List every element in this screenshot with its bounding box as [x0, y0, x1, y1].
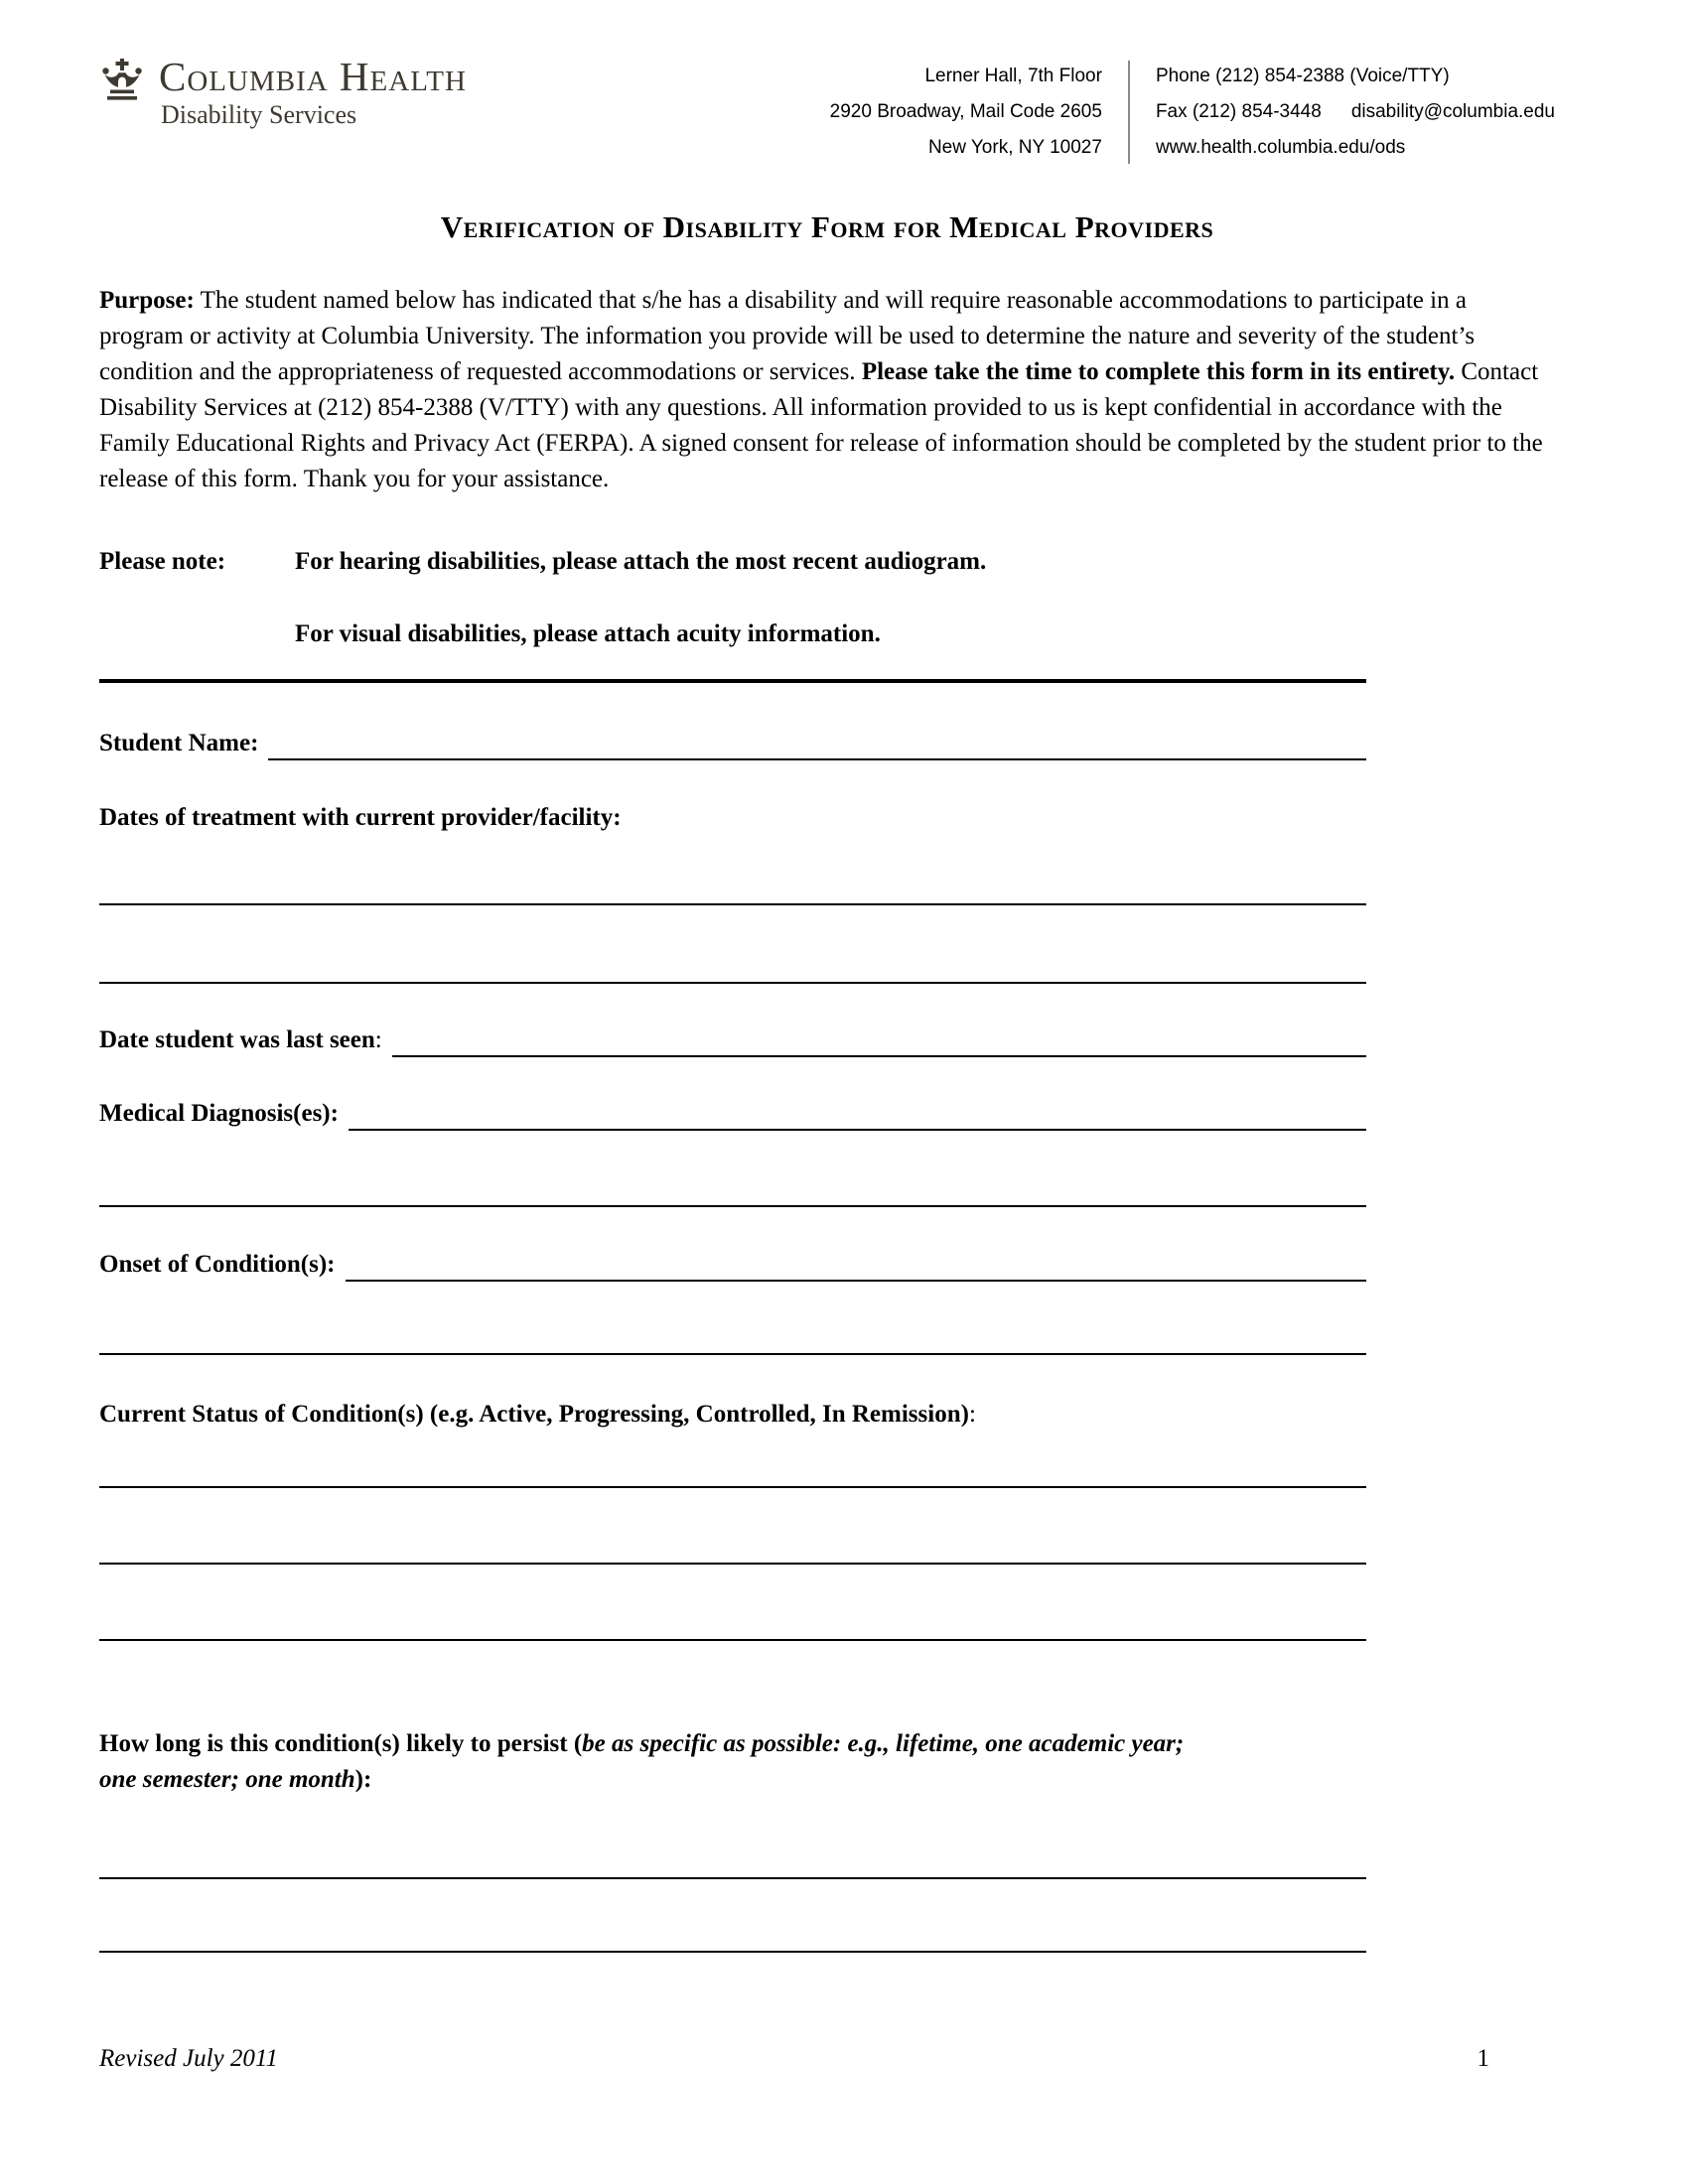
current-status-write-line-2[interactable] [99, 1563, 1366, 1565]
page-footer [99, 2045, 1555, 2073]
student-name-write-line[interactable] [268, 752, 1366, 760]
date-last-seen-write-line[interactable] [392, 1049, 1366, 1057]
email-address: disability@columbia.edu [1350, 101, 1555, 122]
medical-diagnosis-write-line-2[interactable] [99, 1205, 1366, 1207]
form-title: Verification of Disability Form for Medical Providers [440, 209, 1214, 244]
student-name-label: Student Name: [99, 730, 259, 756]
fax-email-line [1156, 94, 1555, 130]
logo-text [159, 55, 467, 130]
visual-note: For visual disabilities, please attach acuity information. [295, 620, 881, 647]
address-block [830, 59, 1102, 166]
hearing-note: For hearing disabilities, please attach the most recent audiogram. [295, 548, 987, 575]
dates-of-treatment-write-line-2[interactable] [99, 982, 1366, 984]
dates-of-treatment-label: Dates of treatment with current provider/facility: [99, 804, 622, 831]
onset-of-condition-label: Onset of Condition(s): [99, 1251, 336, 1278]
purpose-emphasis: Please take the time to complete this form in its entirety. [861, 358, 1456, 385]
please-note-label: Please note: [99, 548, 226, 575]
date-last-seen-label: Date student was last seen: [99, 1026, 382, 1053]
medical-diagnosis-write-line-1[interactable] [349, 1123, 1366, 1131]
contact-block [1156, 59, 1555, 166]
website-url: www.health.columbia.edu/ods [1155, 137, 1406, 158]
please-note-visual-row [99, 617, 1555, 651]
fax-number: Fax (212) 854-3448 [1155, 101, 1322, 122]
current-status-write-line-1[interactable] [99, 1486, 1366, 1488]
columbia-crown-icon [99, 59, 145, 104]
purpose-text-1: The student named below has indicated that s/he has a disability and will require reasonable accommodations to participate in a program or activity at Columbia University. The information you provide will be used to determine the nature and severity of the student’s condition and the appropriateness of requested accommodations or services. [99, 287, 1476, 385]
current-status-label: Current Status of Condition(s) (e.g. Active, Progressing, Controlled, In Remission): [99, 1401, 976, 1428]
onset-of-condition-field [99, 1248, 1366, 1282]
medical-diagnosis-label: Medical Diagnosis(es): [99, 1100, 339, 1127]
onset-write-line-2[interactable] [99, 1353, 1366, 1355]
date-last-seen-field [99, 1024, 1366, 1057]
persist-write-line-2[interactable] [99, 1951, 1366, 1953]
header-divider [1128, 61, 1130, 164]
onset-write-line-1[interactable] [346, 1274, 1366, 1282]
persist-duration-label: How long is this condition(s) likely to persist (be as specific as possible: e.g., lifetime, one academic year; one semester; one month): [99, 1730, 1185, 1793]
please-note-hearing-row [99, 545, 1555, 579]
purpose-paragraph [99, 283, 1555, 497]
columbia-health-logo [99, 55, 467, 130]
revision-note: Revised July 2011 [99, 2045, 279, 2072]
page-number: 1 [1477, 2045, 1489, 2072]
medical-diagnosis-field [99, 1097, 1366, 1131]
note-indent-spacer [99, 617, 295, 651]
student-name-field [99, 727, 1366, 760]
current-status-write-line-3[interactable] [99, 1639, 1366, 1641]
persist-write-line-1[interactable] [99, 1877, 1366, 1879]
phone-line: Phone (212) 854-2388 (Voice/TTY) [1155, 66, 1450, 86]
logo-title: Columbia Health [159, 54, 467, 99]
address-line-3: New York, NY 10027 [927, 137, 1102, 158]
purpose-text-2: Contact Disability Services at (212) 854-2388 (V/TTY) with any questions. All information provided to us is kept confidential in accordance with the Family Educational Rights and Privacy Act (FERPA). A signed consent for release of information should be completed by the student prior to the release of this form. Thank you for your assistance. [99, 358, 1543, 492]
section-divider-rule [99, 679, 1366, 683]
dates-of-treatment-write-line-1[interactable] [99, 903, 1366, 905]
address-line-1: Lerner Hall, 7th Floor [924, 66, 1102, 86]
purpose-label: Purpose: [99, 287, 195, 314]
logo-subtitle: Disability Services [161, 100, 357, 129]
address-line-2: 2920 Broadway, Mail Code 2605 [829, 101, 1102, 122]
letterhead [99, 55, 1555, 166]
